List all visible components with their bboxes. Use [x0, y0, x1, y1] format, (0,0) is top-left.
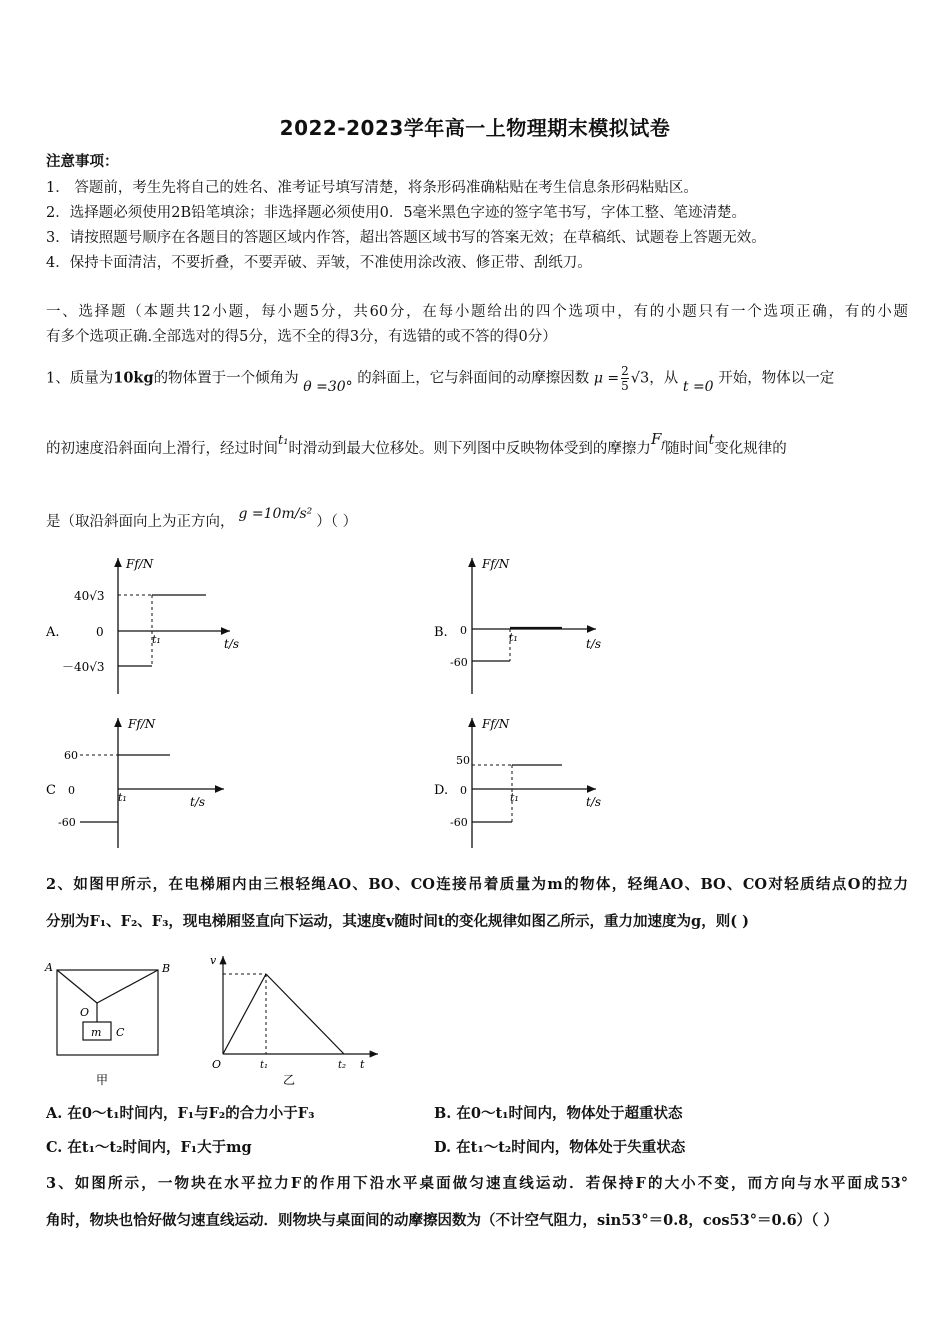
q2-option-a: A. 在0～t₁时间内，F₁与F₂的合力小于F₃ — [46, 1105, 315, 1122]
notice-item: 4．保持卡面清洁，不要折叠，不要弄破、弄皱，不准使用涂改液、修正带、刮纸刀。 — [46, 255, 592, 271]
caption-yi: 乙 — [283, 1073, 296, 1087]
graph-c-t1: t₁ — [118, 791, 127, 804]
graph-d — [434, 717, 601, 848]
g-formula: g =10m/s² — [238, 506, 313, 522]
ff-symbol: $F_f$ — [650, 430, 666, 451]
q2-line2: 分别为F₁、F₂、F₃，现电梯厢竖直向下运动，其速度v随时间t的变化规律如图乙所示，重力加速度为g，则( ) — [46, 913, 749, 930]
figure-jia — [44, 961, 170, 1087]
caption-jia: 甲 — [96, 1073, 109, 1087]
label-a: A — [45, 961, 53, 974]
figure-yi — [210, 954, 378, 1087]
graph-b-zero: 0 — [460, 624, 467, 637]
q1-line3: 是（取沿斜面向上为正方向， g =10m/s² ）（ ） — [46, 506, 358, 530]
section-heading: 一、选择题（本题共12小题，每小题5分，共60分，在每小题给出的四个选项中，有的小题只有一个选项正确，有的小题 — [46, 304, 908, 320]
graph-d-t1: t₁ — [510, 791, 519, 804]
graph-b-lower: -60 — [450, 656, 468, 669]
t1-symbol: t₁ — [278, 433, 289, 448]
graph-b-xlabel: t/s — [586, 637, 602, 651]
t0-formula: t =0 — [682, 378, 714, 395]
label-m: m — [91, 1026, 102, 1039]
graph-a-t1: t₁ — [152, 633, 161, 646]
q3-line1: 3、如图所示，一物块在水平拉力F的作用下沿水平桌面做匀速直线运动．若保持F的大小不变，而方向与水平面成53° — [46, 1175, 908, 1192]
graph-c-label: C — [46, 783, 56, 798]
graph-a-ylabel: Ff/N — [126, 557, 154, 571]
graph-a-upper: 40√3 — [74, 589, 105, 603]
label-t1: t₁ — [260, 1060, 269, 1071]
graph-d-xlabel: t/s — [586, 795, 602, 809]
notice-heading: 注意事项： — [46, 153, 119, 170]
graph-c-xlabel: t/s — [190, 795, 206, 809]
q2-option-d: D. 在t₁～t₂时间内，物体处于失重状态 — [434, 1139, 686, 1156]
section-heading-cont: 有多个选项正确.全部选对的得5分，选不全的得3分，有选错的或不答的得0分） — [46, 329, 557, 345]
q2-figures — [40, 950, 400, 1090]
graph-a — [45, 557, 239, 694]
label-origin: O — [212, 1058, 222, 1071]
theta-formula: θ =30° — [303, 378, 353, 395]
page-title: 2022-2023学年高一上物理期末模拟试卷 — [279, 116, 671, 140]
graph-d-zero: 0 — [460, 784, 467, 797]
notice-item: 3．请按照题号顺序在各题目的答题区域内作答，超出答题区域书写的答案无效；在草稿纸、试题卷上答题无效。 — [46, 230, 766, 246]
q2-option-c: C. 在t₁～t₂时间内，F₁大于mg — [46, 1139, 252, 1156]
graph-c — [46, 717, 224, 848]
q3-line2: 角时，物块也恰好做匀速直线运动．则物块与桌面间的动摩擦因数为（不计空气阻力，sin53°＝0.8，cos53°＝0.6）（ ） — [46, 1212, 838, 1229]
q1-graphs — [40, 548, 940, 858]
graph-a-xlabel: t/s — [224, 637, 240, 651]
graph-a-lower: －40√3 — [62, 660, 105, 674]
label-t: t — [360, 1058, 365, 1071]
label-c: C — [116, 1026, 125, 1039]
notice-item: 1． 答题前，考生先将自己的姓名、准考证号填写清楚，将条形码准确粘贴在考生信息条形码粘贴区。 — [46, 180, 698, 196]
graph-b-t1: t₁ — [509, 631, 518, 644]
graph-c-lower: -60 — [58, 816, 76, 829]
mu-formula: μ = — [593, 370, 620, 387]
graph-a-zero: 0 — [96, 625, 104, 639]
graph-c-zero: 0 — [68, 784, 75, 797]
graph-b-label: B. — [434, 625, 448, 640]
label-o: O — [80, 1006, 90, 1019]
q2-option-b: B. 在0～t₁时间内，物体处于超重状态 — [434, 1105, 683, 1122]
graph-d-upper: 50 — [456, 754, 470, 767]
graph-b-ylabel: Ff/N — [482, 557, 510, 571]
graph-d-label: D. — [434, 783, 449, 798]
q1-line2: 的初速度沿斜面向上滑行，经过时间t₁时滑动到最大位移处。则下列图中反映物体受到的摩擦力$F_f$随时间t变化规律的 — [46, 430, 787, 457]
label-t2: t₂ — [338, 1060, 347, 1071]
graph-c-upper: 60 — [64, 749, 78, 762]
q2-line1: 2、如图甲所示，在电梯厢内由三根轻绳AO、BO、CO连接吊着质量为m的物体，轻绳AO、BO、CO对轻质结点O的拉力 — [46, 876, 908, 893]
graph-b — [434, 557, 601, 694]
graph-c-ylabel: Ff/N — [128, 717, 156, 731]
mu-fraction: $\frac{2}{5}$ — [621, 364, 629, 393]
label-b: B — [162, 962, 171, 975]
label-v: v — [210, 954, 217, 967]
graph-d-ylabel: Ff/N — [482, 717, 510, 731]
graph-d-lower: -60 — [450, 816, 468, 829]
q1-line1: 1、质量为10kg的物体置于一个倾角为 θ =30° 的斜面上，它与斜面间的动摩擦因数 μ = $\frac{2}{5}$ √3，从 t =0 开始，物体以一定 — [46, 364, 835, 395]
graph-a-label: A. — [46, 625, 60, 640]
notice-item: 2．选择题必须使用2B铅笔填涂；非选择题必须使用0．5毫米黑色字迹的签字笔书写，字体工整、笔迹清楚。 — [46, 205, 747, 221]
